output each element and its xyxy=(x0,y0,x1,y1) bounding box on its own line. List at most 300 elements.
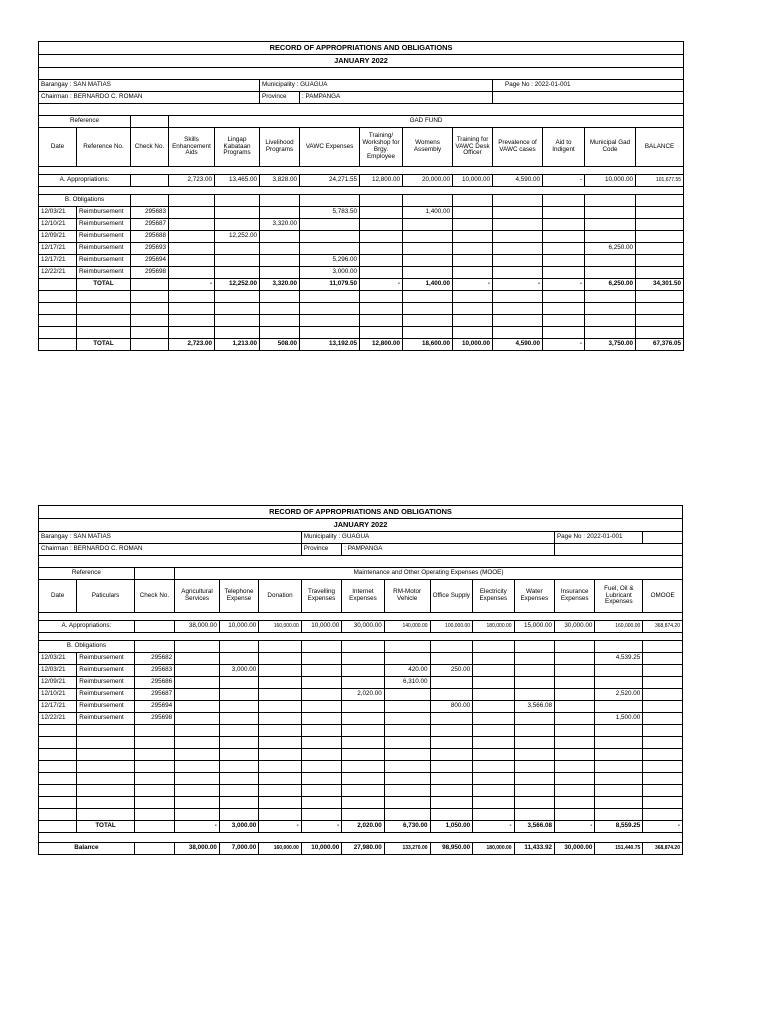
row-date: 12/09/21 xyxy=(39,677,77,689)
row-amount xyxy=(493,255,543,267)
total-value: 3,750.00 xyxy=(585,339,636,351)
report-period: JANUARY 2022 xyxy=(39,519,683,532)
row-amount xyxy=(554,677,594,689)
row-amount xyxy=(219,713,258,725)
subtotal-value: 2,020.00 xyxy=(342,821,385,833)
row-amount xyxy=(543,231,585,243)
appropriation-value: 12,800.00 xyxy=(360,175,403,187)
column-header: Reference No. xyxy=(77,128,131,167)
appropriation-value: - xyxy=(543,175,585,187)
row-amount xyxy=(169,219,215,231)
appropriation-value: 160,000.00 xyxy=(595,621,643,633)
row-amount xyxy=(585,255,636,267)
subtotal-value: - xyxy=(473,821,514,833)
row-check-no: 295694 xyxy=(134,701,174,713)
row-check-no: 295686 xyxy=(134,677,174,689)
row-check-no: 295698 xyxy=(134,713,174,725)
row-amount: 250.00 xyxy=(430,665,473,677)
row-amount xyxy=(300,231,360,243)
municipality-label: Municipality : GUAGUA xyxy=(260,80,493,92)
subtotal-value: 8,559.25 xyxy=(595,821,643,833)
chairman-label: Chairman : BERNARDO C. ROMAN xyxy=(39,92,260,104)
appropriation-value: 2,723.00 xyxy=(169,175,215,187)
row-amount xyxy=(260,231,300,243)
row-amount xyxy=(493,207,543,219)
row-amount xyxy=(585,267,636,279)
column-header: Travelling Expenses xyxy=(301,580,341,613)
row-amount xyxy=(175,689,220,701)
row-amount xyxy=(175,665,220,677)
row-check-no: 295694 xyxy=(131,255,169,267)
row-amount xyxy=(453,255,493,267)
row-check-no: 295688 xyxy=(131,231,169,243)
row-amount xyxy=(403,243,453,255)
row-amount xyxy=(585,231,636,243)
column-header: VAWC Expenses xyxy=(300,128,360,167)
table-cell xyxy=(39,339,77,351)
column-header: Internet Expenses xyxy=(342,580,385,613)
chairman-label: Chairman : BERNARDO C. ROMAN xyxy=(39,544,302,556)
mooe-report xyxy=(38,505,683,855)
row-date: 12/10/21 xyxy=(39,219,77,231)
province-label: Province xyxy=(301,544,341,556)
row-amount xyxy=(260,255,300,267)
subtotal-value: - xyxy=(301,821,341,833)
table-cell xyxy=(134,821,174,833)
row-reference: Reimbursement xyxy=(77,231,131,243)
row-amount xyxy=(554,653,594,665)
table-row xyxy=(39,255,684,267)
balance-value: 10,000.00 xyxy=(301,843,341,855)
gad-fund-report xyxy=(38,41,683,351)
row-amount xyxy=(430,689,473,701)
appropriation-value: 180,000.00 xyxy=(473,621,514,633)
column-header: Office Supply xyxy=(430,580,473,613)
row-amount xyxy=(169,243,215,255)
appropriation-value: 4,590.00 xyxy=(493,175,543,187)
row-date: 12/10/21 xyxy=(39,689,77,701)
row-amount xyxy=(301,713,341,725)
table-cell xyxy=(134,621,174,633)
row-amount xyxy=(473,701,514,713)
total-value: 508.00 xyxy=(260,339,300,351)
row-amount xyxy=(643,713,683,725)
column-header: Electricity Expenses xyxy=(473,580,514,613)
row-reference: Reimbursement xyxy=(77,689,134,701)
province-value: : PAMPANGA xyxy=(342,544,555,556)
appropriation-value: 30,000.00 xyxy=(554,621,594,633)
row-reference: Reimbursement xyxy=(77,701,134,713)
row-amount xyxy=(554,665,594,677)
balance-value: 180,000.00 xyxy=(473,843,514,855)
province-label: Province xyxy=(260,92,300,104)
row-reference: Reimbursement xyxy=(77,267,131,279)
total-value: 13,192.05 xyxy=(300,339,360,351)
gad-fund-table xyxy=(38,41,684,351)
subtotal-value: 3,320.00 xyxy=(260,279,300,291)
subtotal-value: 11,079.50 xyxy=(300,279,360,291)
balance-value: 11,433.92 xyxy=(514,843,554,855)
row-amount xyxy=(175,677,220,689)
total-value: 4,590.00 xyxy=(493,339,543,351)
total-value: 18,600.00 xyxy=(403,339,453,351)
appropriation-value: 10,000.00 xyxy=(301,621,341,633)
column-header: Paticulars xyxy=(77,580,134,613)
row-amount xyxy=(384,701,430,713)
subtotal-label: TOTAL xyxy=(77,279,131,291)
column-header: Donation xyxy=(259,580,302,613)
balance-value: 30,000.00 xyxy=(554,843,594,855)
row-amount xyxy=(175,701,220,713)
row-amount xyxy=(215,207,260,219)
row-amount xyxy=(175,713,220,725)
balance-value: 7,000.00 xyxy=(219,843,258,855)
appropriation-value: 140,000.00 xyxy=(384,621,430,633)
row-amount: 800.00 xyxy=(430,701,473,713)
appropriation-value: 38,000.00 xyxy=(175,621,220,633)
subtotal-value: - xyxy=(453,279,493,291)
total-value: 1,213.00 xyxy=(215,339,260,351)
total-value: 12,800.00 xyxy=(360,339,403,351)
subtotal-value: - xyxy=(175,821,220,833)
report-title: RECORD OF APPROPRIATIONS AND OBLIGATIONS xyxy=(39,506,683,519)
row-amount: 420.00 xyxy=(384,665,430,677)
subtotal-label: TOTAL xyxy=(77,821,134,833)
row-amount xyxy=(585,219,636,231)
column-header: BALANCE xyxy=(636,128,684,167)
table-cell xyxy=(131,175,169,187)
total-value: 10,000.00 xyxy=(453,339,493,351)
subtotal-value: - xyxy=(643,821,683,833)
row-amount xyxy=(636,267,684,279)
row-check-no: 295698 xyxy=(131,267,169,279)
row-amount xyxy=(175,653,220,665)
row-amount xyxy=(215,219,260,231)
row-amount: 3,000.00 xyxy=(300,267,360,279)
row-check-no: 295687 xyxy=(134,689,174,701)
row-amount xyxy=(473,713,514,725)
table-row xyxy=(39,713,683,725)
appropriation-value: 10,000.00 xyxy=(453,175,493,187)
row-amount xyxy=(384,653,430,665)
row-reference: Reimbursement xyxy=(77,653,134,665)
column-header: Womens Assembly xyxy=(403,128,453,167)
row-amount xyxy=(219,689,258,701)
row-amount xyxy=(215,267,260,279)
row-reference: Reimbursement xyxy=(77,219,131,231)
row-date: 12/03/21 xyxy=(39,207,77,219)
row-amount xyxy=(260,207,300,219)
row-date: 12/09/21 xyxy=(39,231,77,243)
row-reference: Reimbursement xyxy=(77,207,131,219)
row-amount xyxy=(259,701,302,713)
appropriation-value: 10,000.00 xyxy=(585,175,636,187)
row-amount xyxy=(403,231,453,243)
column-header: Skills Enhancement Aids xyxy=(169,128,215,167)
appropriation-value: 368,874.20 xyxy=(643,621,683,633)
appropriations-label: A. Appropriations: xyxy=(39,621,135,633)
row-amount xyxy=(595,665,643,677)
table-cell xyxy=(131,339,169,351)
page-number: Page No : 2022-01-001 xyxy=(493,80,684,92)
appropriation-value: 15,000.00 xyxy=(514,621,554,633)
row-amount xyxy=(301,689,341,701)
appropriation-value: 20,000.00 xyxy=(403,175,453,187)
appropriation-value: 101,677.55 xyxy=(636,175,684,187)
row-amount xyxy=(595,701,643,713)
row-check-no: 295682 xyxy=(134,653,174,665)
obligations-label: B. Obligations xyxy=(39,195,131,207)
row-amount: 1,400.00 xyxy=(403,207,453,219)
subtotal-value: 3,000.00 xyxy=(219,821,258,833)
row-check-no: 295683 xyxy=(131,207,169,219)
row-date: 12/17/21 xyxy=(39,243,77,255)
row-reference: Reimbursement xyxy=(77,255,131,267)
row-amount xyxy=(554,701,594,713)
row-date: 12/22/21 xyxy=(39,267,77,279)
row-amount xyxy=(453,207,493,219)
row-amount xyxy=(342,677,385,689)
row-amount: 1,500.00 xyxy=(595,713,643,725)
row-amount xyxy=(215,255,260,267)
subtotal-value: 6,730.00 xyxy=(384,821,430,833)
report-title: RECORD OF APPROPRIATIONS AND OBLIGATIONS xyxy=(39,42,684,55)
row-amount xyxy=(169,255,215,267)
row-amount xyxy=(473,689,514,701)
row-amount: 5,783.50 xyxy=(300,207,360,219)
row-amount xyxy=(543,255,585,267)
row-amount xyxy=(636,255,684,267)
table-row xyxy=(39,219,684,231)
table-row xyxy=(39,231,684,243)
row-amount xyxy=(453,219,493,231)
fund-header: Maintenance and Other Operating Expenses (MOOE) xyxy=(175,568,683,580)
row-amount xyxy=(169,267,215,279)
row-check-no: 295683 xyxy=(134,665,174,677)
appropriation-value: 10,000.00 xyxy=(219,621,258,633)
appropriation-value: 3,828.00 xyxy=(260,175,300,187)
row-amount xyxy=(403,255,453,267)
row-amount: 2,020.00 xyxy=(342,689,385,701)
column-header: Livelihood Programs xyxy=(260,128,300,167)
column-header: Training for VAWC Desk Officer xyxy=(453,128,493,167)
row-amount xyxy=(430,653,473,665)
row-amount xyxy=(493,243,543,255)
row-amount: 3,320.00 xyxy=(260,219,300,231)
row-amount xyxy=(543,219,585,231)
reference-header: Reference xyxy=(39,568,135,580)
subtotal-value: - xyxy=(360,279,403,291)
row-date: 12/22/21 xyxy=(39,713,77,725)
row-amount xyxy=(636,231,684,243)
row-amount xyxy=(636,207,684,219)
row-amount xyxy=(219,677,258,689)
row-amount xyxy=(636,243,684,255)
row-date: 12/03/21 xyxy=(39,665,77,677)
province-value: : PAMPANGA xyxy=(300,92,493,104)
row-amount xyxy=(643,677,683,689)
balance-value: 151,440.75 xyxy=(595,843,643,855)
row-amount xyxy=(554,689,594,701)
row-amount xyxy=(493,231,543,243)
row-amount: 6,250.00 xyxy=(585,243,636,255)
barangay-label: Barangay : SAN MATIAS xyxy=(39,532,302,544)
row-amount xyxy=(342,713,385,725)
table-row xyxy=(39,207,684,219)
row-amount xyxy=(430,713,473,725)
appropriations-label: A. Appropriations: xyxy=(39,175,131,187)
row-amount xyxy=(301,653,341,665)
row-check-no: 295687 xyxy=(131,219,169,231)
fund-header: GAD FUND xyxy=(169,116,684,128)
subtotal-value: 6,250.00 xyxy=(585,279,636,291)
appropriation-value: 30,000.00 xyxy=(342,621,385,633)
balance-value: 98,950.00 xyxy=(430,843,473,855)
municipality-label: Municipality : GUAGUA xyxy=(301,532,554,544)
row-amount xyxy=(514,677,554,689)
row-amount xyxy=(543,243,585,255)
row-amount xyxy=(514,713,554,725)
row-amount xyxy=(169,207,215,219)
table-row xyxy=(39,701,683,713)
row-amount xyxy=(453,243,493,255)
row-reference: Reimbursement xyxy=(77,243,131,255)
row-amount xyxy=(301,665,341,677)
column-header: Agricultural Services xyxy=(175,580,220,613)
row-amount xyxy=(260,243,300,255)
row-amount xyxy=(259,689,302,701)
row-reference: Reimbursement xyxy=(77,677,134,689)
column-header: RM-Motor Vehicle xyxy=(384,580,430,613)
column-header: Date xyxy=(39,580,77,613)
row-amount xyxy=(384,713,430,725)
column-header: Check No. xyxy=(131,128,169,167)
balance-value: 38,000.00 xyxy=(175,843,220,855)
column-header: Water Expenses xyxy=(514,580,554,613)
row-amount: 3,566.08 xyxy=(514,701,554,713)
row-reference: Reimbursement xyxy=(77,713,134,725)
total-value: 2,723.00 xyxy=(169,339,215,351)
total-label: TOTAL xyxy=(77,339,131,351)
column-header: Insurance Expenses xyxy=(554,580,594,613)
subtotal-value: 1,400.00 xyxy=(403,279,453,291)
report-period: JANUARY 2022 xyxy=(39,55,684,68)
row-amount xyxy=(360,243,403,255)
row-date: 12/17/21 xyxy=(39,255,77,267)
subtotal-value: - xyxy=(543,279,585,291)
row-amount: 2,520.00 xyxy=(595,689,643,701)
row-amount: 5,296.00 xyxy=(300,255,360,267)
table-row xyxy=(39,677,683,689)
row-amount xyxy=(259,713,302,725)
row-amount xyxy=(453,267,493,279)
row-amount xyxy=(342,701,385,713)
column-header: Check No. xyxy=(134,580,174,613)
row-amount xyxy=(514,665,554,677)
row-amount xyxy=(219,653,258,665)
row-amount: 6,310.00 xyxy=(384,677,430,689)
row-amount xyxy=(643,665,683,677)
row-amount xyxy=(643,701,683,713)
subtotal-value: 12,252.00 xyxy=(215,279,260,291)
column-header: Fuel, Oil & Lubricant Expenses xyxy=(595,580,643,613)
table-row xyxy=(39,243,684,255)
row-amount xyxy=(219,701,258,713)
row-amount xyxy=(453,231,493,243)
row-date: 12/17/21 xyxy=(39,701,77,713)
row-amount xyxy=(585,207,636,219)
balance-value: 368,874.20 xyxy=(643,843,683,855)
table-row xyxy=(39,653,683,665)
table-row xyxy=(39,267,684,279)
row-amount xyxy=(473,665,514,677)
table-cell xyxy=(39,279,77,291)
mooe-table xyxy=(38,505,683,855)
subtotal-value: 34,301.50 xyxy=(636,279,684,291)
subtotal-value: 1,050.00 xyxy=(430,821,473,833)
row-amount xyxy=(384,689,430,701)
appropriation-value: 24,271.55 xyxy=(300,175,360,187)
total-value: - xyxy=(543,339,585,351)
row-amount xyxy=(403,219,453,231)
balance-label: Balance xyxy=(39,843,135,855)
row-amount xyxy=(403,267,453,279)
row-amount xyxy=(301,677,341,689)
subtotal-value: - xyxy=(554,821,594,833)
appropriation-value: 13,465.00 xyxy=(215,175,260,187)
column-header: Prevalence of VAWC cases xyxy=(493,128,543,167)
row-amount xyxy=(342,665,385,677)
row-amount xyxy=(259,677,302,689)
column-header: Municipal Gad Code xyxy=(585,128,636,167)
column-header: Telephone Expense xyxy=(219,580,258,613)
row-amount xyxy=(259,653,302,665)
table-cell xyxy=(39,821,77,833)
total-value: 67,376.05 xyxy=(636,339,684,351)
row-amount xyxy=(493,219,543,231)
column-header: Training/ Workshop for Brgy. Employee xyxy=(360,128,403,167)
appropriation-value: 160,000.00 xyxy=(259,621,302,633)
row-amount xyxy=(514,653,554,665)
row-amount xyxy=(360,231,403,243)
appropriation-value: 100,000.00 xyxy=(430,621,473,633)
subtotal-value: 3,566.08 xyxy=(514,821,554,833)
reference-header: Reference xyxy=(39,116,131,128)
row-amount xyxy=(595,677,643,689)
subtotal-value: - xyxy=(259,821,302,833)
row-amount xyxy=(260,267,300,279)
balance-value: 160,000.00 xyxy=(259,843,302,855)
row-amount xyxy=(430,677,473,689)
table-row xyxy=(39,689,683,701)
row-amount xyxy=(543,267,585,279)
balance-value: 27,980.00 xyxy=(342,843,385,855)
row-amount xyxy=(473,677,514,689)
table-row xyxy=(39,665,683,677)
row-amount: 4,539.25 xyxy=(595,653,643,665)
column-header: Aid to Indigent xyxy=(543,128,585,167)
row-reference: Reimbursement xyxy=(77,665,134,677)
row-amount xyxy=(636,219,684,231)
subtotal-value: - xyxy=(493,279,543,291)
row-amount xyxy=(215,243,260,255)
row-amount xyxy=(473,653,514,665)
row-check-no: 295693 xyxy=(131,243,169,255)
table-cell xyxy=(131,279,169,291)
row-amount xyxy=(543,207,585,219)
row-amount: 3,000.00 xyxy=(219,665,258,677)
row-amount: 12,252.00 xyxy=(215,231,260,243)
